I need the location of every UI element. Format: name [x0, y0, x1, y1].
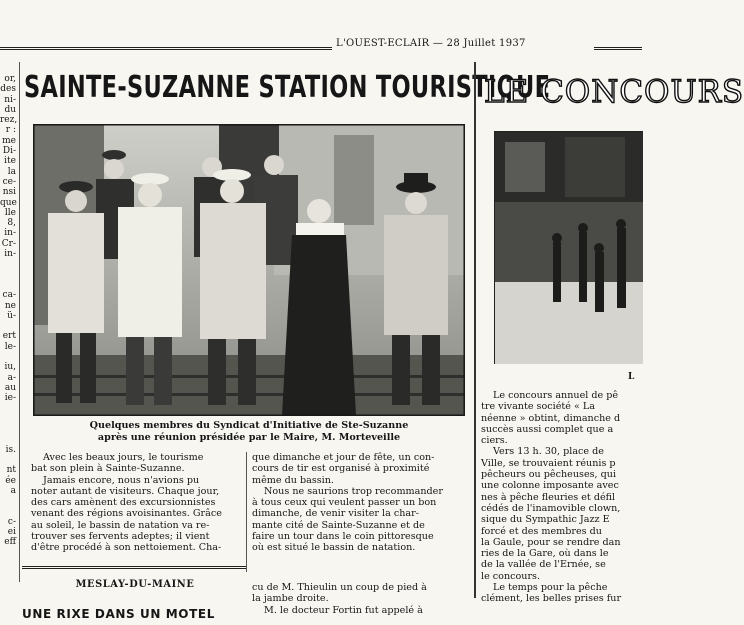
- edge-line: Di-: [2, 146, 16, 157]
- edge-line: a: [10, 485, 16, 496]
- edge-line: [0, 259, 16, 269]
- body-line: même du bassin.: [252, 474, 334, 486]
- body-line: Vers 13 h. 30, place de: [493, 446, 604, 458]
- edge-line: me: [2, 135, 16, 146]
- section-heading-meslay: MESLAY-DU-MAINE: [75, 579, 195, 590]
- edge-line: [0, 280, 16, 290]
- body-line: une colonne imposante avec: [481, 480, 619, 492]
- edge-line: ie-: [4, 393, 16, 404]
- edge-line: [0, 455, 16, 465]
- body-line: d'être procédé à son nettoiement. Cha-: [31, 542, 222, 554]
- edge-line: du: [4, 104, 16, 115]
- body-line: bat son plein à Sainte-Suzanne.: [31, 463, 185, 475]
- cropped-left-column: [0, 74, 16, 548]
- column-divider-body: [246, 452, 247, 572]
- body-line: noter autant de visiteurs. Chaque jour,: [31, 485, 220, 497]
- edge-line: [0, 270, 16, 280]
- group-photograph: [33, 124, 465, 416]
- edge-line: iu,: [4, 362, 16, 373]
- edge-line: [0, 496, 16, 506]
- body-line: sique du Sympathic Jazz E: [481, 514, 610, 526]
- edge-line: or,: [4, 74, 16, 84]
- edge-line: ca-: [2, 290, 16, 301]
- edge-line: le-: [4, 341, 16, 352]
- body-line: M. le docteur Fortin fut appelé à: [264, 604, 423, 616]
- edge-line: [0, 404, 16, 414]
- edge-line: a-: [7, 372, 16, 383]
- body-line: venant des régions avoisinantes. Grâce: [31, 508, 222, 520]
- concours-photo-image: [495, 132, 643, 364]
- body-line: Le temps pour la pêche: [493, 582, 608, 594]
- newspaper-masthead: L'OUEST-ECLAIR — 28 Juillet 1937: [336, 38, 526, 49]
- edge-line: Cr-: [1, 238, 16, 249]
- edge-line: ni-: [4, 94, 16, 105]
- edge-line: is.: [5, 444, 16, 455]
- article-body-mid: [252, 452, 468, 554]
- caption-line: après une réunion présidée par le Maire, M. Morteveille: [97, 431, 401, 443]
- body-line: Jamais encore, nous n'avions pu: [43, 474, 200, 486]
- concours-photo-label: L: [628, 372, 635, 382]
- body-line: au soleil, le bassin de natation va re-: [31, 519, 210, 531]
- body-line: cours de tir est organisé à proximité: [252, 463, 430, 475]
- edge-line: in-: [4, 228, 16, 239]
- body-line: où est situé le bassin de natation.: [252, 542, 416, 554]
- body-line: ciers.: [481, 435, 508, 447]
- column-divider-right: [474, 62, 476, 598]
- edge-line: in-: [4, 249, 16, 260]
- body-line: dimanche, de venir visiter la char-: [252, 508, 419, 520]
- body-line: forcé et des membres du: [481, 525, 602, 537]
- body-line: Ville, se trouvaient réunis p: [481, 457, 616, 469]
- edge-line: ée: [5, 475, 16, 486]
- article-headline: SAINTE-SUZANNE STATION TOURISTIQUE: [24, 70, 551, 106]
- edge-line: que: [0, 197, 17, 208]
- body-line: Avec les beaux jours, le tourisme: [43, 452, 204, 463]
- right-article-body: [481, 390, 642, 605]
- section-separator: [22, 566, 246, 569]
- edge-line: ert: [2, 331, 16, 342]
- edge-line: au: [4, 382, 16, 393]
- edge-line: 8,: [7, 218, 16, 229]
- edge-line: [0, 506, 16, 516]
- edge-line: c-: [7, 516, 16, 527]
- right-article-headline: LE CONCOURS: [484, 74, 744, 110]
- edge-line: [0, 321, 16, 331]
- concours-photograph: [494, 131, 643, 364]
- body-line: tre vivante société « La: [481, 401, 595, 413]
- body-line: mante cité de Sainte-Suzanne et de: [252, 519, 425, 531]
- body-line: succès aussi complet que a: [481, 423, 614, 435]
- body-line: à tous ceux qui veulent passer un bon: [252, 497, 437, 509]
- photo-caption: [40, 420, 458, 443]
- edge-line: des: [0, 84, 16, 95]
- body-line: ries de la Gare, où dans le: [481, 548, 609, 560]
- bottom-article-body: [252, 582, 468, 616]
- body-line: trouver ses fervents adeptes; il vient: [31, 531, 210, 543]
- edge-line: rez,: [0, 115, 18, 126]
- body-line: de la vallée de l'Ernée, se: [481, 559, 606, 571]
- masthead-rule-right: [594, 47, 642, 50]
- edge-line: ü-: [7, 310, 16, 321]
- edge-line: ite: [4, 156, 16, 167]
- edge-line: ce-: [2, 176, 16, 187]
- body-line: clément, les belles prises fur: [481, 593, 622, 605]
- edge-line: nsi: [2, 187, 16, 198]
- body-line: cu de M. Thieulin un coup de pied à: [252, 582, 427, 593]
- body-line: le concours.: [481, 570, 541, 582]
- body-line: Le concours annuel de pê: [493, 390, 619, 401]
- article-body-left: [31, 452, 243, 554]
- edge-line: lle: [4, 207, 16, 218]
- body-line: faire un tour dans le coin pittoresque: [252, 531, 434, 543]
- edge-line: [0, 434, 16, 444]
- column-divider-left: [19, 62, 20, 582]
- body-line: des cars amènent des excursionnistes: [31, 497, 216, 509]
- body-line: néenne » obtint, dimanche d: [481, 412, 621, 424]
- edge-line: ne: [4, 300, 16, 311]
- body-line: pêcheurs ou pêcheuses, qui: [481, 469, 617, 481]
- edge-line: la: [7, 166, 16, 177]
- edge-line: nt: [6, 465, 16, 476]
- body-line: Nous ne saurions trop recommander: [264, 485, 443, 497]
- edge-line: [0, 424, 16, 434]
- edge-line: [0, 352, 16, 362]
- edge-line: ei: [7, 527, 16, 538]
- group-photo-image: [34, 125, 464, 415]
- body-line: cédés de l'inamovible clown,: [481, 502, 621, 514]
- caption-line: Quelques membres du Syndicat d'Initiative de Ste-Suzanne: [89, 420, 409, 431]
- edge-line: eff: [4, 537, 16, 548]
- edge-line: [0, 414, 16, 424]
- masthead-rule-left: [0, 47, 332, 50]
- body-line: nes à pêche fleuries et défil: [481, 491, 616, 503]
- body-line: la jambe droite.: [252, 593, 329, 605]
- body-line: que dimanche et jour de fête, un con-: [252, 452, 435, 463]
- edge-line: r :: [5, 125, 16, 136]
- body-line: la Gaule, pour se rendre dan: [481, 536, 621, 548]
- section-subheading: UNE RIXE DANS UN MOTEL: [22, 607, 215, 621]
